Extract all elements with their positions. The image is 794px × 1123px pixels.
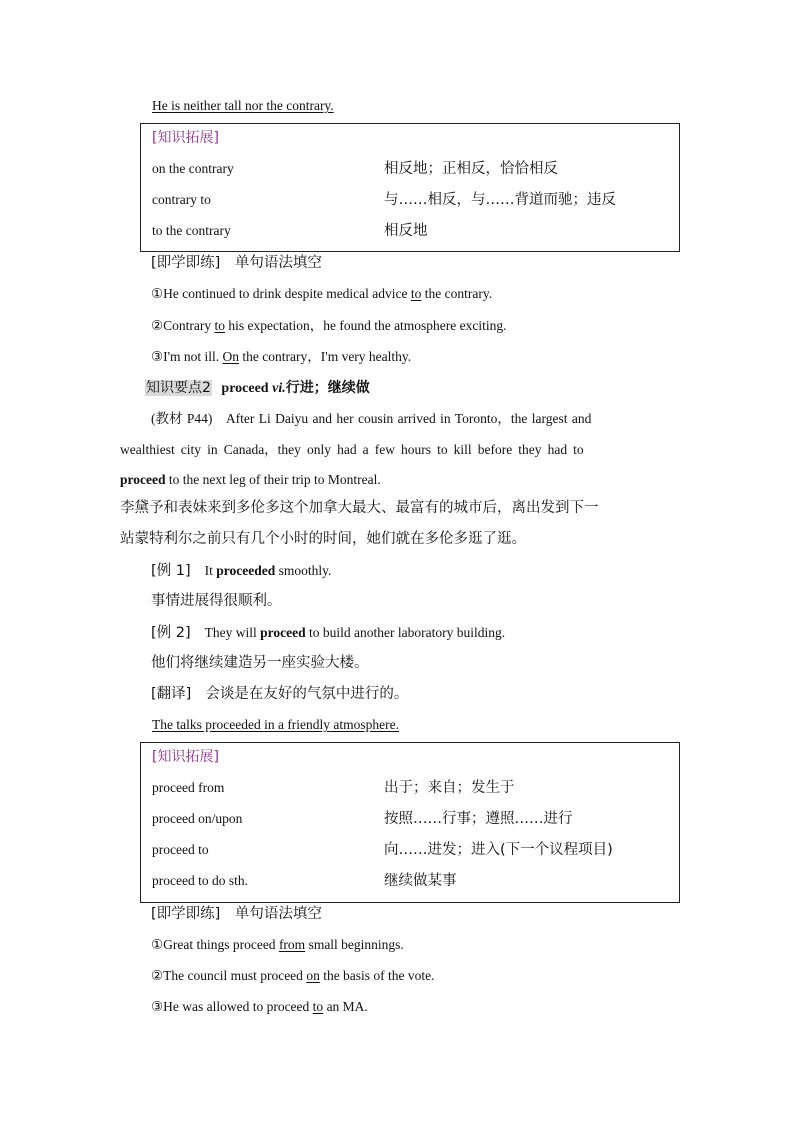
knowledge-point-header [145, 378, 370, 399]
part-of-speech: vi. [272, 381, 286, 396]
translate-exercise [151, 684, 408, 704]
example-2: [例 2] They will proceed to build another laboratory building. [151, 625, 506, 641]
meaning: 向……进发；进入(下一个议程项目) [384, 842, 613, 858]
textbook-line-1: (教材 P44) After Li Daiyu and her cousin arrived in Toronto，the largest and [151, 411, 592, 426]
example-label: [例 1] [151, 563, 191, 579]
practice-item: ①Great things proceed from small beginnings. [151, 937, 404, 952]
headword-meaning: 行进；继续做 [285, 380, 370, 396]
phrase: proceed to do sth. [152, 873, 248, 888]
meaning: 继续做某事 [384, 873, 457, 889]
textbook-line-2: wealthiest city in Canada，they only had a few hours to kill before they had to [120, 442, 584, 457]
box-row [141, 871, 679, 891]
textbook-line-3: proceed to the next leg of their trip to Montreal. [120, 472, 381, 487]
example-2-translation: 他们将继续建造另一座实验大楼。 [151, 655, 369, 671]
practice-item: ③He was allowed to proceed to an MA. [151, 999, 368, 1014]
practice-heading: [即学即练] 单句语法填空 [151, 906, 322, 922]
box-row [141, 159, 679, 179]
practice-item: ②The council must proceed on the basis of the vote. [151, 968, 435, 983]
translate-prompt: 会谈是在友好的气氛中进行的。 [205, 686, 409, 702]
answer-blank: on [306, 968, 320, 983]
meaning: 相反地；正相反，恰恰相反 [384, 161, 558, 177]
example-1: [例 1] It proceeded smoothly. [151, 563, 332, 579]
box-row [141, 190, 679, 210]
box-row [141, 840, 679, 860]
knowledge-box-proceed [140, 742, 680, 903]
meaning: 与……相反，与……背道而驰；违反 [384, 192, 616, 208]
answer-blank: to [312, 999, 324, 1014]
phrase: on the contrary [152, 161, 234, 176]
example-label: [例 2] [151, 625, 191, 641]
keyword: proceed [260, 625, 306, 640]
answer-blank: On [222, 349, 240, 364]
meaning: 按照……行事；遵照……进行 [384, 811, 573, 827]
keyword: proceed [120, 472, 166, 487]
headword: proceed [221, 381, 269, 396]
meaning: 相反地 [384, 223, 428, 239]
answer-blank: to [214, 318, 225, 333]
translation-line-1: 李黛予和表妹来到多伦多这个加拿大最大、最富有的城市后，离出发到下一 [120, 500, 599, 516]
practice-item: ③I'm not ill. On the contrary，I'm very healthy. [151, 349, 412, 364]
answer-blank: to [410, 286, 422, 301]
box-heading: [知识拓展] [152, 749, 219, 765]
keyword: proceeded [216, 563, 276, 578]
box-row [141, 809, 679, 829]
knowledge-box-contrary [140, 123, 680, 252]
example-1-translation: 事情进展得很顺利。 [151, 593, 282, 609]
translation-line-2: 站蒙特利尔之前只有几个小时的时间，她们就在多伦多逛了逛。 [120, 531, 526, 547]
answer-blank: from [278, 937, 306, 952]
meaning: 出于；来自；发生于 [384, 780, 515, 796]
box-row [141, 778, 679, 798]
practice-heading: [即学即练] 单句语法填空 [151, 255, 322, 271]
top-sentence: He is neither tall nor the contrary. [152, 98, 334, 113]
knowledge-point-tag: 知识要点2 [146, 380, 211, 396]
phrase: to the contrary [152, 223, 231, 238]
phrase: proceed from [152, 780, 225, 795]
phrase: contrary to [152, 192, 211, 207]
box-row [141, 221, 679, 241]
translate-answer: The talks proceeded in a friendly atmosphere. [152, 717, 400, 732]
translate-label: [翻译] [151, 686, 192, 702]
practice-item: ①He continued to drink despite medical advice to the contrary. [151, 286, 493, 301]
box-heading: [知识拓展] [152, 130, 219, 146]
phrase: proceed to [152, 842, 209, 857]
practice-item: ②Contrary to his expectation，he found the atmosphere exciting. [151, 318, 507, 333]
phrase: proceed on/upon [152, 811, 243, 826]
